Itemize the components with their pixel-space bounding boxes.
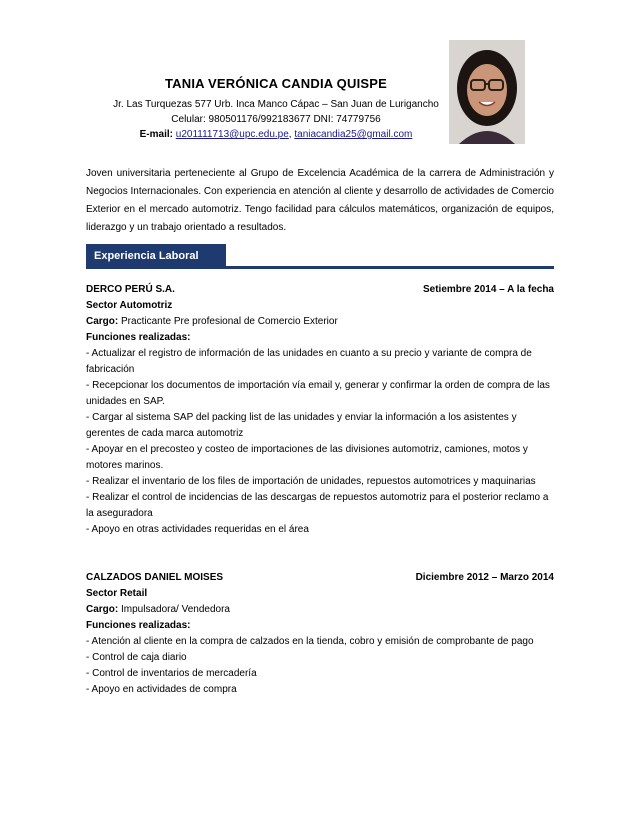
job-title-row (86, 570, 554, 586)
company-name: DERCO PERÚ S.A. (86, 284, 175, 295)
list-item: - Actualizar el registro de información de las unidades en cuanto a su precio y variante de compra de fabricación (86, 348, 532, 375)
section-title: Experiencia Laboral (86, 244, 226, 269)
list-item: - Recepcionar los documentos de importación vía email y, generar y confirmar la orden de compra de las unidades en SAP. (86, 380, 550, 407)
cargo-value: Impulsadora/ Vendedora (118, 604, 230, 615)
section-experiencia-laboral (86, 244, 554, 269)
list-item: - Control de caja diario (86, 652, 187, 663)
email-link-upc[interactable]: u201111713@upc.edu.pe (175, 129, 289, 140)
job-dates: Diciembre 2012 – Marzo 2014 (415, 572, 554, 583)
company-name: CALZADOS DANIEL MOISES (86, 572, 224, 583)
address: Jr. Las Turquezas 577 Urb. Inca Manco Cápac – San Juan de Lurigancho (113, 99, 439, 110)
full-name: TANIA VERÓNICA CANDIA QUISPE (164, 76, 388, 91)
job-sector: Sector Automotriz (86, 300, 173, 311)
job-entry-derco (86, 282, 554, 538)
job-entry-calzados (86, 570, 554, 698)
cargo-label: Cargo: (86, 604, 119, 615)
job-cargo (86, 314, 554, 330)
list-item: - Cargar al sistema SAP del packing list de las unidades y enviar la información a los asistentes y gerentes de cada marca automotriz (86, 412, 517, 439)
profile-photo (449, 40, 525, 144)
list-item: - Control de inventarios de mercadería (86, 668, 257, 679)
job-sector: Sector Retail (86, 588, 148, 599)
email-label: E-mail: (139, 129, 173, 140)
funciones-label: Funciones realizadas: (86, 332, 191, 343)
list-item: - Realizar el control de incidencias de las descargas de repuestos automotriz para el posterior reclamo a la aseguradora (86, 492, 549, 519)
profile-summary: Joven universitaria perteneciente al Grupo de Excelencia Académica de la carrera de Administración y Negocios Internacionales. Con experiencia en atención al cliente y desarrollo de actividades de Comercio Exterior en el mercado automotriz. Tengo facilidad para cálculos matemáticos, organización de equipos, liderazgo y un trabajo orientado a resultados. (86, 168, 554, 233)
list-item: - Apoyo en otras actividades requeridas en el área (86, 524, 309, 535)
list-item: - Atención al cliente en la compra de calzados en la tienda, cobro y emisión de comprobante de pago (86, 636, 534, 647)
resume-header (86, 76, 466, 142)
email-line (86, 127, 466, 142)
cargo-value: Practicante Pre profesional de Comercio Exterior (118, 316, 338, 327)
email-link-gmail[interactable]: taniacandia25@gmail.com (294, 129, 413, 140)
section-rule (226, 266, 554, 269)
list-item: - Apoyo en actividades de compra (86, 684, 237, 695)
list-item: - Apoyar en el precosteo y costeo de importaciones de las divisiones automotriz, camiones, motos y motores marinos. (86, 444, 528, 471)
job-cargo (86, 602, 554, 618)
phone-line: Celular: 980501176/992183677 DNI: 74779756 (171, 114, 381, 125)
funciones-label: Funciones realizadas: (86, 620, 191, 631)
list-item: - Realizar el inventario de los files de importación de unidades, repuestos automotrices y maquinarias (86, 476, 536, 487)
email-separator: , (288, 129, 292, 140)
job-title-row (86, 282, 554, 298)
job-dates: Setiembre 2014 – A la fecha (423, 284, 554, 295)
cargo-label: Cargo: (86, 316, 119, 327)
